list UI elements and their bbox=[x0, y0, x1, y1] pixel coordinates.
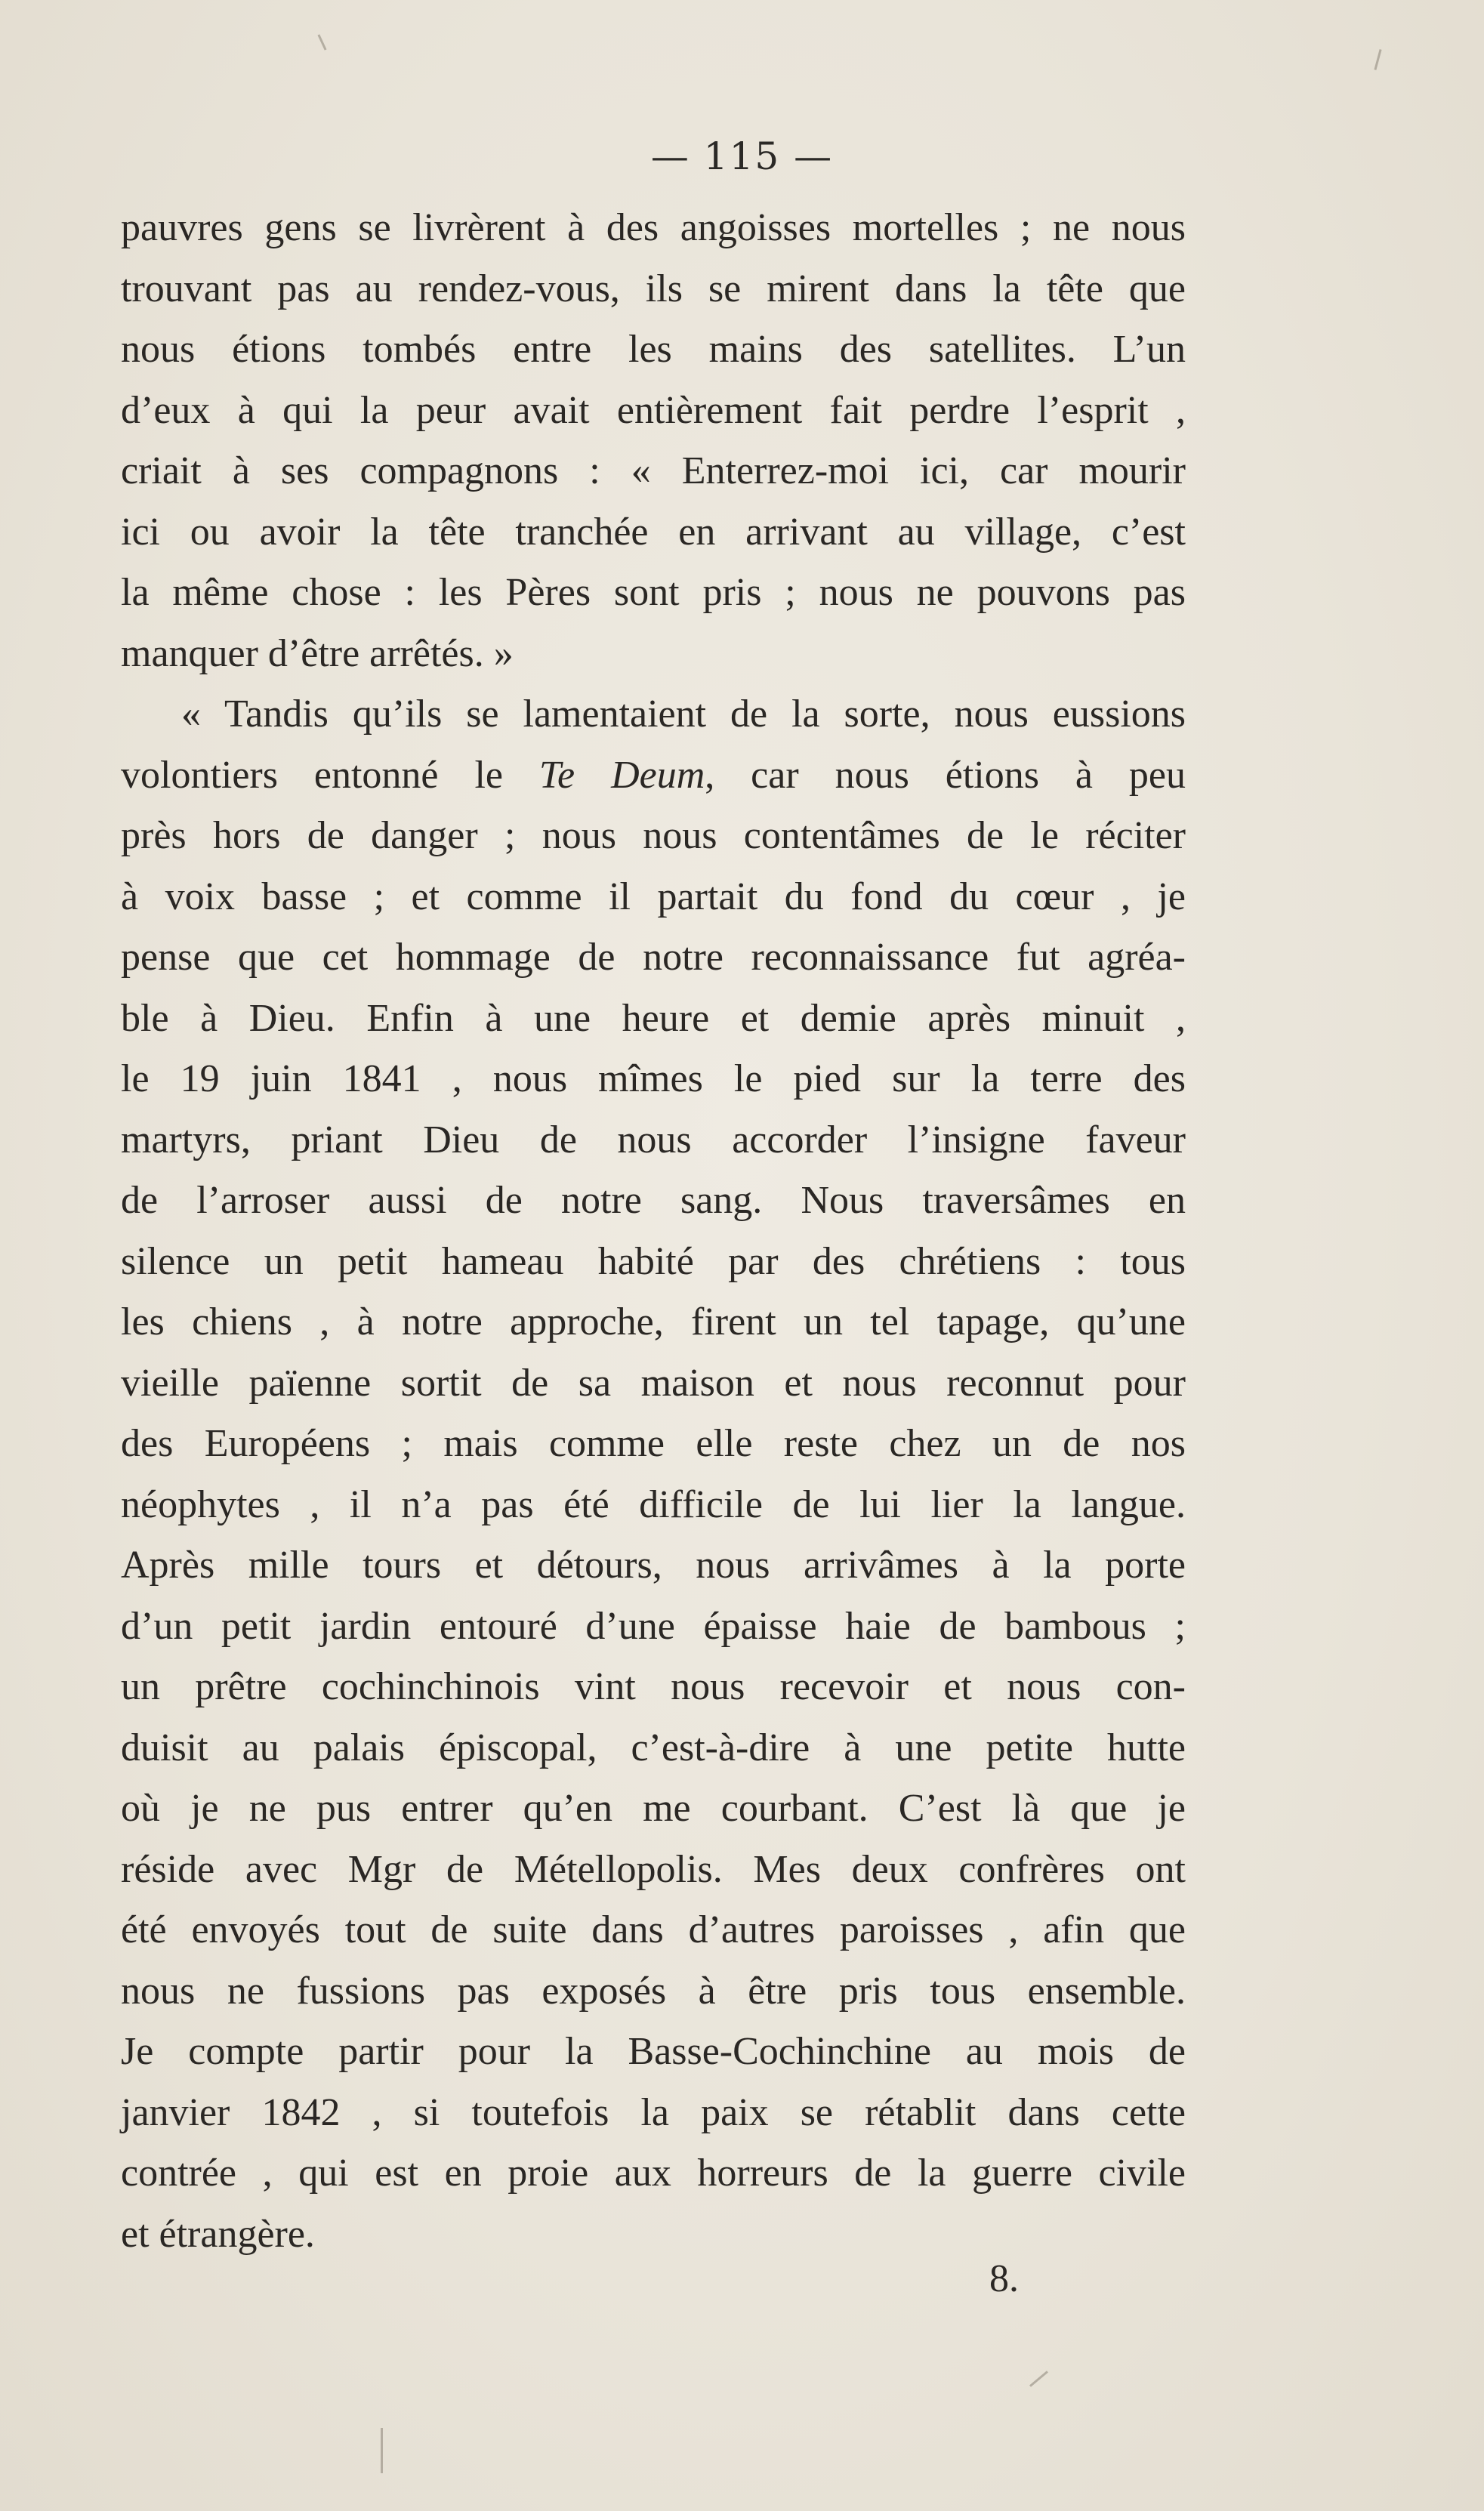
body-text bbox=[121, 198, 1186, 2265]
text-line: de l’arroser aussi de notre sang. Nous traversâmes en bbox=[121, 1179, 1186, 1222]
text-line: pense que cet hommage de notre reconnaissance fut agréa- bbox=[121, 936, 1186, 979]
paper-speck bbox=[317, 34, 326, 50]
text-line: trouvant pas au rendez-vous, ils se mirent dans la tête que bbox=[121, 267, 1186, 310]
text-line: des Européens ; mais comme elle reste chez un de nos bbox=[121, 1422, 1186, 1465]
text-line: nous ne fussions pas exposés à être pris tous ensemble. bbox=[121, 1969, 1186, 2013]
text-line: volontiers entonné le Te Deum, car nous étions à peu bbox=[121, 753, 1186, 797]
text-line: manquer d’être arrêtés. » bbox=[121, 631, 514, 675]
text-line: martyrs, priant Dieu de nous accorder l’insigne faveur bbox=[121, 1118, 1186, 1161]
text-line: pauvres gens se livrèrent à des angoisses mortelles ; ne nous bbox=[121, 206, 1186, 249]
text-line: janvier 1842 , si toutefois la paix se rétablit dans cette bbox=[121, 2090, 1186, 2134]
text-line: d’eux à qui la peur avait entièrement fait perdre l’esprit , bbox=[121, 388, 1186, 432]
text-line: néophytes , il n’a pas été difficile de lui lier la langue. bbox=[121, 1482, 1186, 1526]
paper-speck bbox=[1374, 49, 1381, 70]
text-line: d’un petit jardin entouré d’une épaisse haie de bambous ; bbox=[121, 1604, 1186, 1648]
text-line: où je ne pus entrer qu’en me courbant. C’est là que je bbox=[121, 1787, 1186, 1830]
text-line: Après mille tours et détours, nous arrivâmes à la porte bbox=[121, 1544, 1186, 1587]
signature-mark: 8. bbox=[989, 2257, 1019, 2300]
paragraph-start-line: « Tandis qu’ils se lamentaient de la sorte, nous eussions bbox=[181, 693, 1186, 736]
text-line: vieille païenne sortit de sa maison et nous reconnut pour bbox=[121, 1361, 1186, 1405]
text-line: silence un petit hameau habité par des chrétiens : tous bbox=[121, 1239, 1186, 1283]
text-line: duisit au palais épiscopal, c’est-à-dire à une petite hutte bbox=[121, 1726, 1186, 1769]
text-line: la même chose : les Pères sont pris ; nous ne pouvons pas bbox=[121, 571, 1186, 614]
text-line: été envoyés tout de suite dans d’autres paroisses , afin que bbox=[121, 1908, 1186, 1951]
text-line: le 19 juin 1841 , nous mîmes le pied sur la terre des bbox=[121, 1057, 1186, 1100]
page-number: — 115 — bbox=[650, 134, 834, 178]
paper-speck bbox=[1029, 2371, 1048, 2387]
text-line: près hors de danger ; nous nous contentâmes de le réciter bbox=[121, 814, 1186, 857]
text-line: les chiens , à notre approche, firent un tel tapage, qu’une bbox=[121, 1300, 1186, 1343]
text-line: contrée , qui est en proie aux horreurs de la guerre civile bbox=[121, 2152, 1186, 2195]
paper-speck bbox=[381, 2428, 383, 2473]
italic-phrase: Te Deum bbox=[538, 753, 705, 797]
text-line: ici ou avoir la tête tranchée en arrivant au village, c’est bbox=[121, 510, 1186, 554]
text-line: nous étions tombés entre les mains des satellites. L’un bbox=[121, 328, 1186, 371]
text-line: un prêtre cochinchinois vint nous recevoir et nous con- bbox=[121, 1665, 1186, 1708]
text-line: et étrangère. bbox=[121, 2212, 315, 2256]
text-line: criait à ses compagnons : « Enterrez-moi ici, car mourir bbox=[121, 449, 1186, 492]
text-line: réside avec Mgr de Métellopolis. Mes deux confrères ont bbox=[121, 1847, 1186, 1891]
text-line: ble à Dieu. Enfin à une heure et demie après minuit , bbox=[121, 996, 1186, 1040]
text-line: à voix basse ; et comme il partait du fond du cœur , je bbox=[121, 875, 1186, 918]
text-line: Je compte partir pour la Basse-Cochinchine au mois de bbox=[121, 2030, 1186, 2073]
